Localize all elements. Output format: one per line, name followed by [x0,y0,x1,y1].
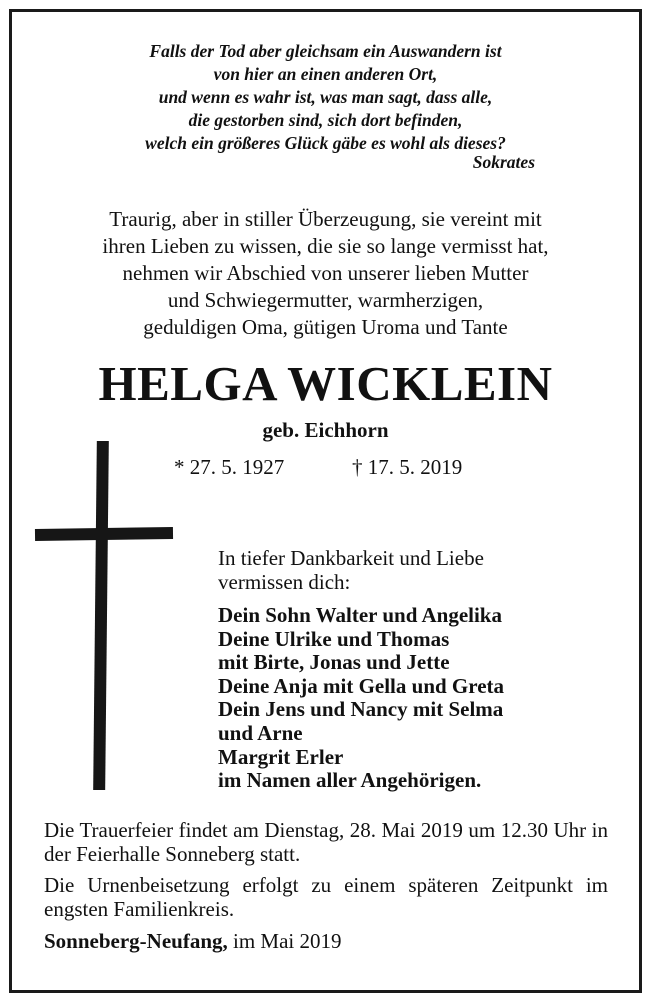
birth-date: * 27. 5. 1927 [174,455,285,479]
birth-name: geb. Eichhorn [262,418,389,442]
mourner-item: Dein Jens und Nancy mit Selma [218,697,504,722]
mourner-item: Deine Anja mit Gella und Greta [218,673,505,698]
intro-line: Traurig, aber in stiller Überzeugung, sie vereint mit [109,207,542,231]
quote-block [0,40,651,155]
intro-line: nehmen wir Abschied von unserer lieben Mutter [122,261,529,285]
mourner-item: mit Birte, Jonas und Jette [218,650,450,675]
deceased-name: HELGA WICKLEIN [98,356,553,411]
quote-author: Sokrates [472,152,535,172]
thanks-text [218,546,484,594]
mourner-item: Deine Ulrike und Thomas [218,626,450,651]
thanks-line: vermissen dich: [218,570,351,594]
quote-line: welch ein größeres Glück gäbe es wohl als dieses? [145,133,506,153]
quote-line: Falls der Tod aber gleichsam ein Auswandern ist [149,41,502,61]
place-date-line [44,929,342,954]
quote-line: von hier an einen anderen Ort, [213,64,438,84]
intro-line: geduldigen Oma, gütigen Uroma und Tante [143,315,508,339]
funeral-notice: Die Trauerfeier findet am Dienstag, 28. Mai 2019 um 12.30 Uhr in der Feierhalle Sonneberg statt. [44,818,608,866]
intro-text [0,206,651,341]
mourner-item: Margrit Erler [218,744,344,769]
quote-line: die gestorben sind, sich dort befinden, [188,110,463,130]
cross-icon-horizontal-beam [35,527,173,541]
thanks-line: In tiefer Dankbarkeit und Liebe [218,546,484,570]
quote-line: und wenn es wahr ist, was man sagt, dass alle, [158,87,493,107]
death-date: † 17. 5. 2019 [352,455,463,479]
notice-date: im Mai 2019 [227,929,342,953]
mourners-list [218,604,504,793]
place-name: Sonneberg-Neufang, [44,929,228,953]
mourner-item: und Arne [218,720,303,745]
mourner-item: Dein Sohn Walter und Angelika [218,603,502,627]
burial-notice: Die Urnenbeisetzung erfolgt zu einem späteren Zeitpunkt im engsten Familienkreis. [44,873,608,921]
intro-line: ihren Lieben zu wissen, die sie so lange vermisst hat, [102,234,549,258]
intro-line: und Schwiegermutter, warmherzigen, [167,288,484,312]
mourner-item: im Namen aller Angehörigen. [218,768,482,793]
